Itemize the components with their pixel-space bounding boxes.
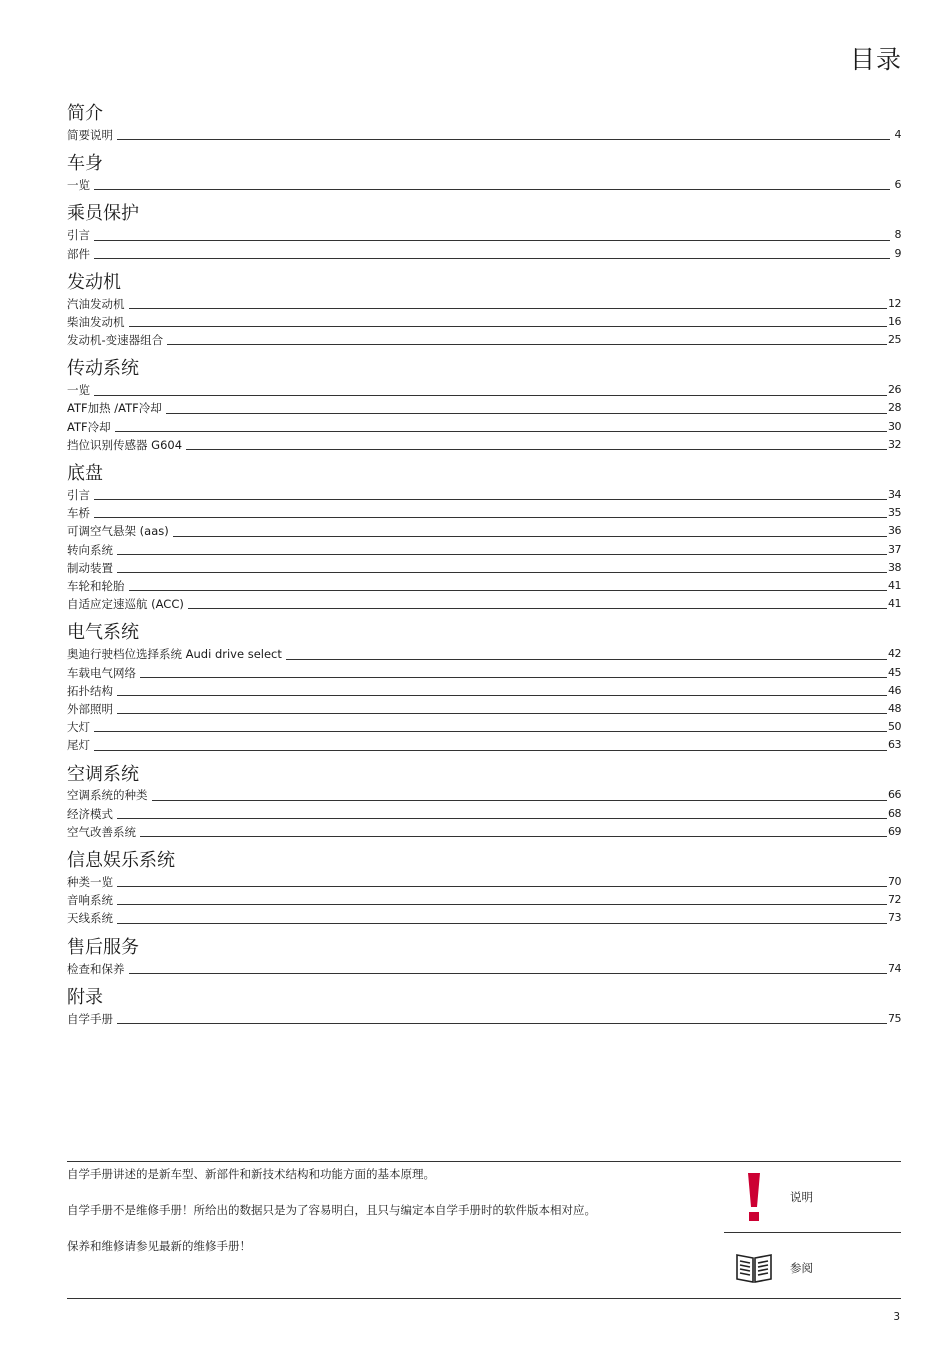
toc-entry-label: 车桥: [67, 506, 90, 521]
legend: [724, 1162, 901, 1303]
toc-entry-page: 37: [888, 542, 901, 556]
toc-section: [67, 936, 901, 978]
toc-entry-page: 73: [888, 911, 901, 925]
section-title: 空调系统: [67, 763, 139, 785]
toc-entry-page: 36: [888, 524, 901, 538]
toc-entry-page: 70: [888, 875, 901, 889]
toc-entry[interactable]: [67, 522, 901, 540]
toc-entry[interactable]: [67, 559, 901, 577]
toc-entry-label: 转向系统: [67, 542, 113, 557]
leader-line: [117, 1023, 887, 1024]
legend-label: 参阅: [790, 1261, 813, 1275]
toc-section: [67, 202, 901, 262]
toc-entry-page: 34: [888, 488, 901, 502]
toc-entry-label: 车载电气网络: [67, 665, 136, 680]
toc-section: [67, 357, 901, 454]
leader-line: [129, 326, 888, 327]
toc-section: [67, 102, 901, 144]
toc-entry-page: 69: [888, 824, 901, 838]
leader-line: [94, 731, 887, 732]
leader-line: [117, 818, 887, 819]
toc-entry[interactable]: [67, 645, 901, 663]
toc-entry-label: 空气改善系统: [67, 824, 136, 839]
leader-line: [117, 554, 887, 555]
toc-entry-page: 25: [888, 333, 901, 347]
leader-line: [94, 517, 887, 518]
toc-entry-label: 音响系统: [67, 893, 113, 908]
leader-line: [129, 308, 888, 309]
toc-section: [67, 462, 901, 613]
toc-entry-page: 42: [888, 647, 901, 661]
toc-entry[interactable]: [67, 595, 901, 613]
toc-entry-label: 自适应定速巡航 (ACC): [67, 597, 184, 612]
toc-entry[interactable]: [67, 736, 901, 754]
leader-line: [188, 608, 887, 609]
toc-entry[interactable]: [67, 805, 901, 823]
leader-line: [166, 413, 887, 414]
toc-entry-page: 41: [888, 597, 901, 611]
footer-note: 保养和维修请参见最新的维修手册！: [67, 1239, 251, 1253]
toc-entry-page: 32: [888, 437, 901, 451]
section-title: 附录: [67, 986, 103, 1008]
toc-section: [67, 986, 901, 1028]
legend-item-note: [724, 1162, 901, 1233]
toc-entry[interactable]: [67, 176, 901, 194]
toc-entry[interactable]: [67, 682, 901, 700]
legend-label: 说明: [790, 1190, 813, 1204]
book-icon: [724, 1252, 784, 1284]
toc-entry-label: 外部照明: [67, 701, 113, 716]
toc-entry-label: 引言: [67, 228, 90, 243]
toc-entry-label: 可调空气悬架 (aas): [67, 524, 169, 539]
leader-line: [117, 713, 887, 714]
toc-section: [67, 849, 901, 928]
toc-entry[interactable]: [67, 664, 901, 682]
toc-entry-label: 自学手册: [67, 1011, 113, 1026]
legend-item-reference: [724, 1233, 901, 1303]
toc-entry-label: 制动装置: [67, 560, 113, 575]
leader-line: [117, 904, 887, 905]
toc-entry[interactable]: [67, 909, 901, 927]
leader-line: [94, 258, 890, 259]
toc-entry[interactable]: [67, 313, 901, 331]
exclamation-icon: [724, 1173, 784, 1221]
toc-entry-label: 简要说明: [67, 127, 113, 142]
toc-entry-label: 车轮和轮胎: [67, 578, 125, 593]
toc-entry[interactable]: [67, 331, 901, 349]
toc-entry-label: 经济模式: [67, 806, 113, 821]
page-number: 3: [893, 1311, 900, 1323]
toc-entry-label: 汽油发动机: [67, 296, 125, 311]
leader-line: [115, 431, 887, 432]
toc-entry-label: 发动机-变速器组合: [67, 333, 164, 348]
toc-entry[interactable]: [67, 381, 901, 399]
toc-section: [67, 271, 901, 350]
section-title: 简介: [67, 103, 103, 124]
leader-line: [117, 139, 890, 140]
toc-entry-label: 拓扑结构: [67, 683, 113, 698]
toc-entry-page: 38: [888, 560, 901, 574]
leader-line: [152, 800, 888, 801]
leader-line: [129, 590, 888, 591]
toc-entry-page: 35: [888, 506, 901, 520]
footer-notes: [67, 1166, 707, 1274]
toc-entry-page: 4: [894, 127, 901, 141]
leader-line: [94, 750, 887, 751]
toc-entry-page: 48: [888, 701, 901, 715]
table-of-contents: [67, 102, 901, 1036]
toc-entry-label: ATF加热 /ATF冷却: [67, 401, 162, 416]
toc-entry-label: 奥迪行驶档位选择系统 Audi drive select: [67, 647, 282, 662]
footer-note: 自学手册不是维修手册！所给出的数据只是为了容易明白，且只与编定本自学手册时的软件版本相对应。: [67, 1203, 596, 1217]
toc-entry-page: 30: [888, 419, 901, 433]
toc-entry-page: 68: [888, 806, 901, 820]
leader-line: [117, 923, 887, 924]
toc-entry-label: ATF冷却: [67, 419, 111, 434]
toc-entry-page: 6: [894, 178, 901, 192]
leader-line: [117, 572, 887, 573]
toc-entry-label: 大灯: [67, 720, 90, 735]
toc-entry-page: 9: [894, 246, 901, 260]
leader-line: [117, 695, 887, 696]
section-title: 售后服务: [67, 936, 139, 958]
toc-entry[interactable]: [67, 960, 901, 978]
toc-entry-page: 8: [894, 228, 901, 242]
toc-entry-page: 28: [888, 401, 901, 415]
toc-entry[interactable]: [67, 787, 901, 805]
toc-entry[interactable]: [67, 700, 901, 718]
leader-line: [117, 886, 887, 887]
toc-entry[interactable]: [67, 577, 901, 595]
toc-entry[interactable]: [67, 226, 901, 244]
toc-entry-label: 种类一览: [67, 875, 113, 890]
toc-entry-page: 66: [888, 788, 901, 802]
footer-note: 自学手册讲述的是新车型、新部件和新技术结构和功能方面的基本原理。: [67, 1167, 435, 1181]
toc-entry-page: 72: [888, 893, 901, 907]
toc-entry[interactable]: [67, 436, 901, 454]
toc-entry-page: 12: [888, 296, 901, 310]
toc-entry-page: 50: [888, 720, 901, 734]
toc-entry-page: 41: [888, 578, 901, 592]
toc-entry[interactable]: [67, 126, 901, 144]
toc-entry-label: 一览: [67, 178, 90, 193]
section-title: 乘员保护: [67, 203, 139, 225]
toc-entry-page: 45: [888, 665, 901, 679]
toc-entry[interactable]: [67, 873, 901, 891]
footer-divider-bottom: [67, 1298, 901, 1299]
leader-line: [129, 973, 888, 974]
section-title: 电气系统: [67, 622, 139, 644]
toc-entry-page: 46: [888, 683, 901, 697]
toc-entry[interactable]: [67, 891, 901, 909]
toc-section: [67, 621, 901, 754]
toc-entry[interactable]: [67, 718, 901, 736]
toc-entry-label: 尾灯: [67, 738, 90, 753]
toc-entry-page: 63: [888, 738, 901, 752]
toc-entry-label: 挡位识别传感器 G604: [67, 437, 183, 452]
toc-entry-label: 检查和保养: [67, 961, 125, 976]
toc-entry[interactable]: [67, 418, 901, 436]
toc-entry-label: 一览: [67, 383, 90, 398]
leader-line: [167, 344, 887, 345]
toc-entry-label: 天线系统: [67, 911, 113, 926]
toc-entry-page: 26: [888, 383, 901, 397]
leader-line: [140, 677, 887, 678]
section-title: 底盘: [67, 463, 103, 485]
section-title: 车身: [67, 153, 103, 175]
leader-line: [173, 536, 887, 537]
toc-section: [67, 763, 901, 842]
leader-line: [286, 659, 887, 660]
leader-line: [94, 395, 887, 396]
toc-entry-label: 空调系统的种类: [67, 788, 148, 803]
section-title: 传动系统: [67, 358, 139, 380]
toc-entry-label: 引言: [67, 488, 90, 503]
page-title: 目录: [849, 45, 902, 74]
toc-entry[interactable]: [67, 295, 901, 313]
section-title: 发动机: [67, 271, 121, 293]
toc-entry[interactable]: [67, 245, 901, 263]
toc-entry[interactable]: [67, 486, 901, 504]
leader-line: [94, 240, 890, 241]
toc-entry-label: 部件: [67, 246, 90, 261]
toc-entry-page: 75: [888, 1011, 901, 1025]
toc-entry[interactable]: [67, 823, 901, 841]
toc-entry-label: 柴油发动机: [67, 314, 125, 329]
toc-section: [67, 152, 901, 194]
toc-entry[interactable]: [67, 541, 901, 559]
toc-entry[interactable]: [67, 1010, 901, 1028]
leader-line: [94, 499, 887, 500]
toc-entry[interactable]: [67, 400, 901, 418]
toc-entry[interactable]: [67, 504, 901, 522]
toc-entry-page: 74: [888, 961, 901, 975]
leader-line: [140, 836, 887, 837]
leader-line: [94, 189, 890, 190]
leader-line: [186, 449, 887, 450]
section-title: 信息娱乐系统: [67, 850, 175, 872]
toc-entry-page: 16: [888, 314, 901, 328]
